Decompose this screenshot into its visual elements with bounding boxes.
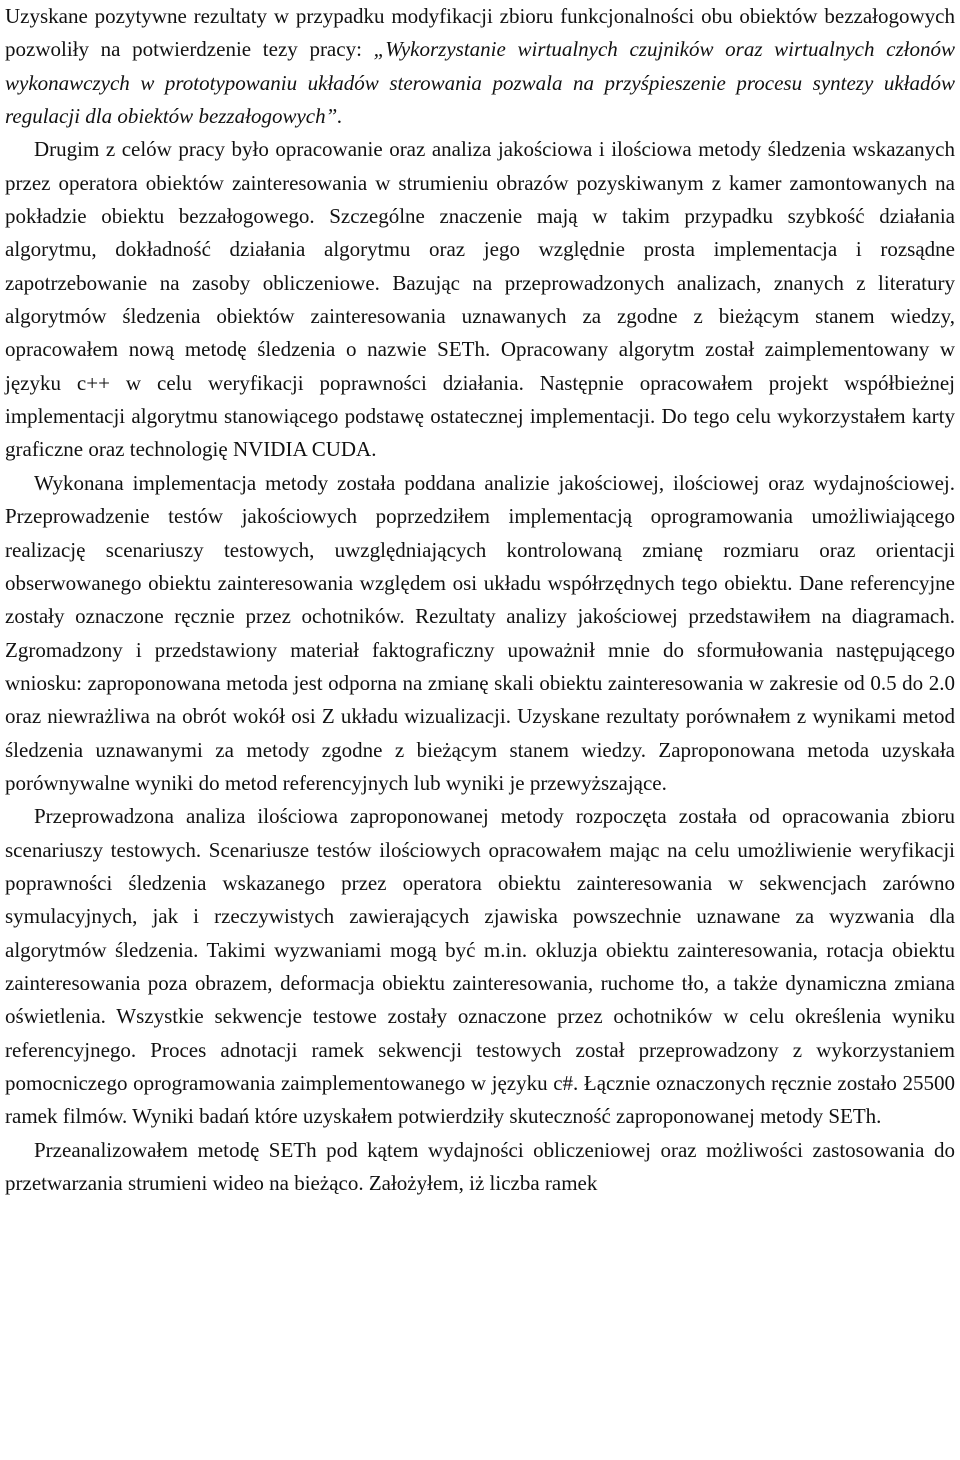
- paragraph-quantitative-analysis: Przeprowadzona analiza ilościowa zaproponowanej metody rozpoczęta została od opracowania zbioru scenariuszy testowych. Scenariusze testów ilościowych opracowałem mając na celu umożliwienie weryfikacji poprawności śledzenia wskazanego przez operatora obiektu zainteresowania w sekwencjach zarówno symulacyjnych, jak i rzeczywistych zawierających zjawiska powszechnie uznawane za wyzwania dla algorytmów śledzenia. Takimi wyzwaniami mogą być m.in. okluzja obiektu zainteresowania, rotacja obiektu zainteresowania poza obrazem, deformacja obiektu zainteresowania, ruchome tło, a także dynamiczna zmiana oświetlenia. Wszystkie sekwencje testowe zostały oznaczone przez ochotników w celu określenia wyniku referencyjnego. Proces adnotacji ramek sekwencji testowych został przeprowadzony z wykorzystaniem pomocniczego oprogramowania zaimplementowanego w języku c#. Łącznie oznaczonych ręcznie zostało 25500 ramek filmów. Wyniki badań które uzyskałem potwierdziły skuteczność zaproponowanej metody SETh.: [5, 804, 955, 1129]
- thesis-quote: „Wykorzystanie wirtualnych czujników oraz wirtualnych członów wykonawczych w prototypowaniu układów sterowania pozwala na przyśpieszenie procesu syntezy układów regulacji dla obiektów bezzałogowych”.: [5, 37, 956, 129]
- paragraph-thesis-confirmation: [5, 0, 955, 133]
- paragraph-1-lead: Uzyskane pozytywne rezultaty w przypadku modyfikacji zbioru funkcjonalności obu obiektów bezzałogowych pozwoliły na potwierdzenie tezy pracy:: [5, 4, 955, 62]
- paragraph-tracking-method: Drugim z celów pracy było opracowanie oraz analiza jakościowa i ilościowa metody śledzenia wskazanych przez operatora obiektów zainteresowania w strumieniu obrazów pozyskiwanym z kamer zamontowanych na pokładzie obiektu bezzałogowego. Szczególne znaczenie mają w takim przypadku szybkość działania algorytmu, dokładność działania algorytmu oraz jego względnie prosta implementacja i rozsądne zapotrzebowanie na zasoby obliczeniowe. Bazując na przeprowadzonych analizach, znanych z literatury algorytmów śledzenia obiektów zainteresowania uznawanych za zgodne z bieżącym stanem wiedzy, opracowałem nową metodę śledzenia o nazwie SETh. Opracowany algorytm został zaimplementowany w języku c++ w celu weryfikacji poprawności działania. Następnie opracowałem projekt współbieżnej implementacji algorytmu stanowiącego podstawę ostatecznej implementacji. Do tego celu wykorzystałem karty graficzne oraz technologię NVIDIA CUDA.: [5, 137, 955, 462]
- paragraph-qualitative-analysis: Wykonana implementacja metody została poddana analizie jakościowej, ilościowej oraz wydajnościowej. Przeprowadzenie testów jakościowych poprzedziłem implementacją oprogramowania umożliwiającego realizację scenariuszy testowych, uwzględniających kontrolowaną zmianę rozmiaru oraz orientacji obserwowanego obiektu zainteresowania względem osi układu współrzędnych tego obiektu. Dane referencyjne zostały oznaczone ręcznie przez ochotników. Rezultaty analizy jakościowej przedstawiłem na diagramach. Zgromadzony i przedstawiony materiał faktograficzny upoważnił mnie do sformułowania następującego wniosku: zaproponowana metoda jest odporna na zmianę skali obiektu zainteresowania w zakresie od 0.5 do 2.0 oraz niewrażliwa na obrót wokół osi Z układu wizualizacji. Uzyskane rezultaty porównałem z wynikami metod śledzenia uznawanymi za metody zgodne z bieżącym stanem wiedzy. Zaproponowana metoda uzyskała porównywalne wyniki do metod referencyjnych lub wyniki je przewyższające.: [5, 470, 955, 795]
- paragraph-performance-analysis: Przeanalizowałem metodę SETh pod kątem wydajności obliczeniowej oraz możliwości zastosowania do przetwarzania strumieni wideo na bieżąco. Założyłem, iż liczba ramek: [5, 1137, 955, 1196]
